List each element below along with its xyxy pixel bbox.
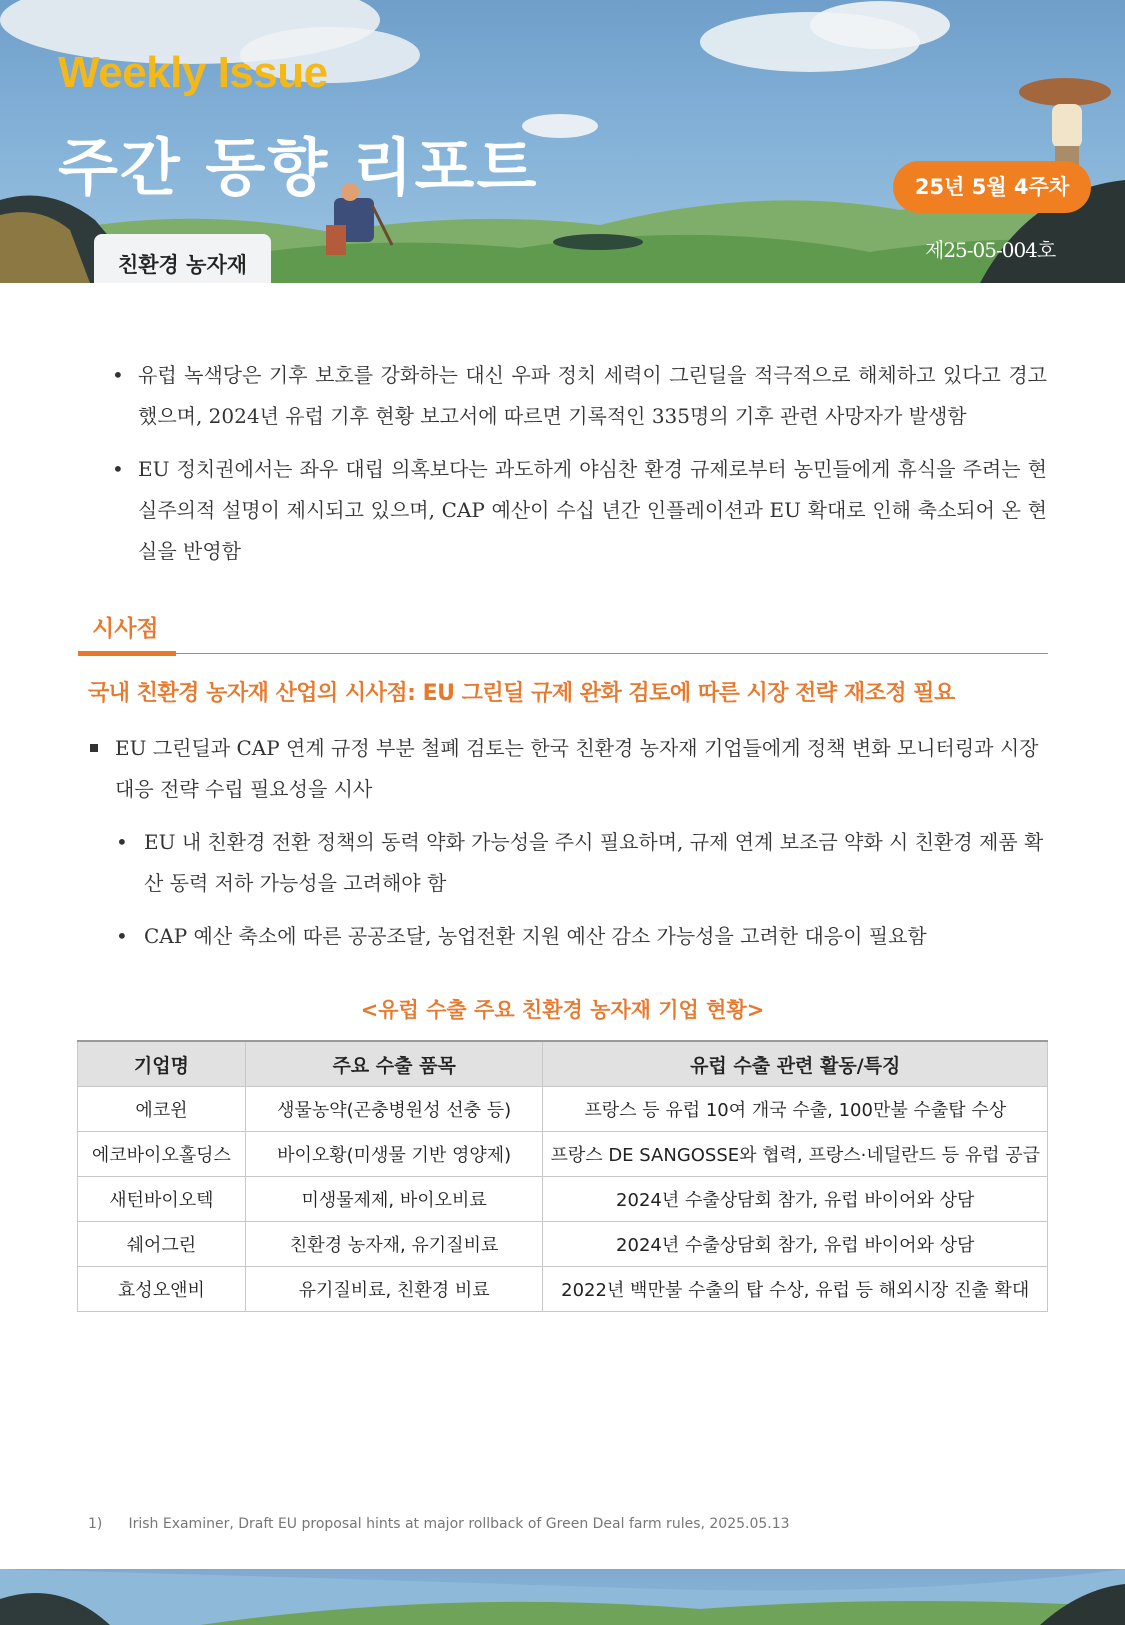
sub-bullet-list [116,822,1048,969]
table-cell: 2024년 수출상담회 참가, 유럽 바이어와 상담 [543,1177,1048,1222]
table-cell: 생물농약(곤충병원성 선충 등) [245,1087,543,1132]
table-row [78,1222,1048,1267]
table-cell: 프랑스 등 유럽 10여 개국 수출, 100만불 수출탑 수상 [543,1087,1048,1132]
header-banner [0,0,1125,283]
table-row [78,1267,1048,1312]
column-header: 주요 수출 품목 [245,1041,543,1087]
table-cell: 바이오황(미생물 기반 영양제) [245,1132,543,1177]
table-cell: 효성오앤비 [78,1267,246,1312]
section-accent-bar [78,651,176,656]
footnote-number: 1) [88,1516,103,1532]
table-cell: 쉐어그린 [78,1222,246,1267]
table-cell: 에코윈 [78,1087,246,1132]
column-header: 기업명 [78,1041,246,1087]
bullet-dot-icon: • [112,363,124,387]
main-point: EU 그린딜과 CAP 연계 규정 부분 철폐 검토는 한국 친환경 농자재 기업들에게 정책 변화 모니터링과 시장 대응 전략 수립 필요성을 시사 [88,728,1048,810]
intro-bullet-list [112,355,1047,584]
footer-banner [0,1569,1125,1625]
bullet-dot-icon: • [112,457,124,481]
table-header-row [78,1041,1048,1087]
table-cell: 유기질비료, 친환경 비료 [245,1267,543,1312]
table-cell: 2022년 백만불 수출의 탑 수상, 유럽 등 해외시장 진출 확대 [543,1267,1048,1312]
week-badge: 25년 5월 4주차 [893,161,1091,213]
list-item: • EU 내 친환경 전환 정책의 동력 약화 가능성을 주시 필요하며, 규제 연계 보조금 약화 시 친환경 제품 확산 동력 저하 가능성을 고려해야 함 [116,822,1048,904]
bullet-dot-icon: • [116,924,128,948]
footnote [88,1516,790,1532]
table-cell: 미생물제제, 바이오비료 [245,1177,543,1222]
table-cell: 2024년 수출상담회 참가, 유럽 바이어와 상담 [543,1222,1048,1267]
section-label: 시사점 [92,616,159,642]
table-row [78,1132,1048,1177]
insight-title: 국내 친환경 농자재 산업의 시사점: EU 그린딜 규제 완화 검토에 따른 시장 전략 재조정 필요 [88,681,955,706]
bullet-dot-icon: • [116,830,128,854]
table-cell: 친환경 농자재, 유기질비료 [245,1222,543,1267]
weekly-issue-label: Weekly Issue [58,48,328,97]
section-divider [78,653,1048,654]
list-item: • EU 정치권에서는 좌우 대립 의혹보다는 과도하게 야심찬 환경 규제로부터 농민들에게 휴식을 주려는 현실주의적 설명이 제시되고 있으며, CAP 예산이 수십 년간 인플레이션과 EU 확대로 인해 축소되어 온 현실을 반영함 [112,449,1047,572]
issue-number: 제25-05-004호 [925,238,1056,262]
section-header [78,610,1048,656]
table-row [78,1177,1048,1222]
footer-illustration [0,1569,1125,1625]
column-header: 유럽 수출 관련 활동/특징 [543,1041,1048,1087]
table-caption: <유럽 수출 주요 친환경 농자재 기업 현황> [360,998,765,1022]
list-item: • 유럽 녹색당은 기후 보호를 강화하는 대신 우파 정치 세력이 그린딜을 적극적으로 해체하고 있다고 경고했으며, 2024년 유럽 기후 현황 보고서에 따르면 기록적인 335명의 기후 관련 사망자가 발생함 [112,355,1047,437]
square-bullet-icon [90,744,98,752]
list-item: • CAP 예산 축소에 따른 공공조달, 농업전환 지원 예산 감소 가능성을 고려한 대응이 필요함 [116,916,1048,957]
table-cell: 에코바이오홀딩스 [78,1132,246,1177]
table-cell: 새턴바이오텍 [78,1177,246,1222]
table-cell: 프랑스 DE SANGOSSE와 협력, 프랑스·네덜란드 등 유럽 공급 [543,1132,1048,1177]
footnote-text: Irish Examiner, Draft EU proposal hints at major rollback of Green Deal farm rules, 2025.05.13 [128,1516,790,1532]
table-row [78,1087,1048,1132]
company-table [77,1040,1048,1312]
category-tab: 친환경 농자재 [94,234,271,283]
report-title: 주간 동향 리포트 [58,131,539,204]
